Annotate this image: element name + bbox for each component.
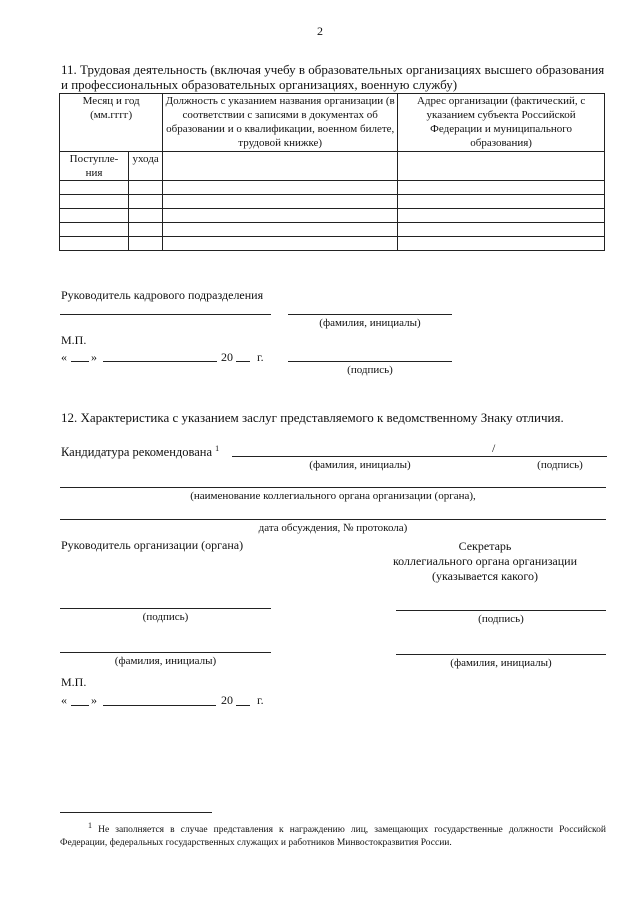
hr-head-label: Руководитель кадрового подразделения xyxy=(61,288,264,302)
discussion-date-caption: дата обсуждения, № протокола) xyxy=(258,522,408,534)
table-row xyxy=(60,181,605,195)
discussion-date-line[interactable] xyxy=(60,519,606,520)
secretary-name-caption: (фамилия, инициалы) xyxy=(450,657,552,669)
hr-head-signature-line[interactable] xyxy=(60,314,271,315)
org-head-signature-caption: (подпись) xyxy=(142,611,189,623)
org-head-name-line[interactable] xyxy=(60,652,271,653)
sub-exit-header: ухода xyxy=(129,152,163,181)
signature-line[interactable] xyxy=(288,361,452,362)
col-month-year-header: Месяц и год (мм.гггг) xyxy=(60,94,163,152)
date-open-quote: « xyxy=(61,350,67,364)
month-field[interactable] xyxy=(103,705,216,706)
table-row xyxy=(60,209,605,223)
recommended-label: Кандидатура рекомендована $^1$ xyxy=(61,444,220,460)
mp-label: М.П. xyxy=(61,333,87,347)
footnote-separator xyxy=(60,812,212,813)
table-cell[interactable] xyxy=(398,152,605,181)
signature-caption: (подпись) xyxy=(347,364,393,376)
hr-head-name-line[interactable] xyxy=(288,314,452,315)
work-history-table xyxy=(59,93,605,251)
org-head-name-caption: (фамилия, инициалы) xyxy=(114,655,217,667)
secretary-signature-line[interactable] xyxy=(396,610,606,611)
day-field[interactable] xyxy=(71,361,89,362)
year-prefix: 20 xyxy=(221,350,233,364)
col-address-header: Адрес организации (фактический, с указанием субъекта Российской Федерации и муниципального образования) xyxy=(398,94,605,152)
slash-separator: / xyxy=(492,441,496,455)
section-12-title: 12. Характеристика с указанием заслуг представляемого к ведомственному Знаку отличия. xyxy=(61,410,564,425)
secretary-name-line[interactable] xyxy=(396,654,606,655)
month-field[interactable] xyxy=(103,361,217,362)
sub-entry-header: Поступле-ния xyxy=(60,152,129,181)
org-head-label: Руководитель организации (органа) xyxy=(61,538,244,552)
org-head-signature-line[interactable] xyxy=(60,608,271,609)
recommended-field-line[interactable] xyxy=(232,456,607,457)
collegial-body-line[interactable] xyxy=(60,487,606,488)
year-prefix: 20 xyxy=(221,693,233,707)
name-caption: (фамилия, инициалы) xyxy=(319,317,421,329)
footnote-text: Не заполняется в случае представления к награждению лиц, замещающих государственные должности Российской Федерации, федеральных государственных служащих и работников Минвостокразвития России. xyxy=(60,825,606,849)
day-field[interactable] xyxy=(71,705,89,706)
year-field[interactable] xyxy=(236,361,250,362)
year-field[interactable] xyxy=(236,705,250,706)
page-number: 2 xyxy=(317,24,323,38)
signature-caption: (подпись) xyxy=(537,459,583,471)
date-close-quote: » xyxy=(91,350,97,364)
footnote xyxy=(60,819,606,850)
table-row xyxy=(60,237,605,251)
year-suffix: г. xyxy=(257,693,264,707)
mp-label: М.П. xyxy=(61,675,87,689)
footnote-mark: 1 xyxy=(88,821,92,830)
year-suffix: г. xyxy=(257,350,264,364)
date-open-quote: « xyxy=(61,693,67,707)
section-11-title: 11. Трудовая деятельность (включая учебу в образовательных организациях высшего образования и профессиональных образовательных организациях, военную службу) xyxy=(61,62,605,92)
col-position-header: Должность с указанием названия организации (в соответствии с записями в документах об образовании и о квалификации, военном билете, трудовой книжке) xyxy=(163,94,398,152)
collegial-body-caption: (наименование коллегиального органа организации (органа), xyxy=(190,490,476,502)
table-row xyxy=(60,223,605,237)
table-cell[interactable] xyxy=(163,152,398,181)
date-close-quote: » xyxy=(91,693,97,707)
footnote-mark: 1 xyxy=(215,444,220,453)
secretary-signature-caption: (подпись) xyxy=(478,613,524,625)
secretary-label: Секретарь коллегиального органа организации (указывается какого) xyxy=(392,539,578,583)
name-caption: (фамилия, инициалы) xyxy=(309,459,411,471)
table-row xyxy=(60,195,605,209)
